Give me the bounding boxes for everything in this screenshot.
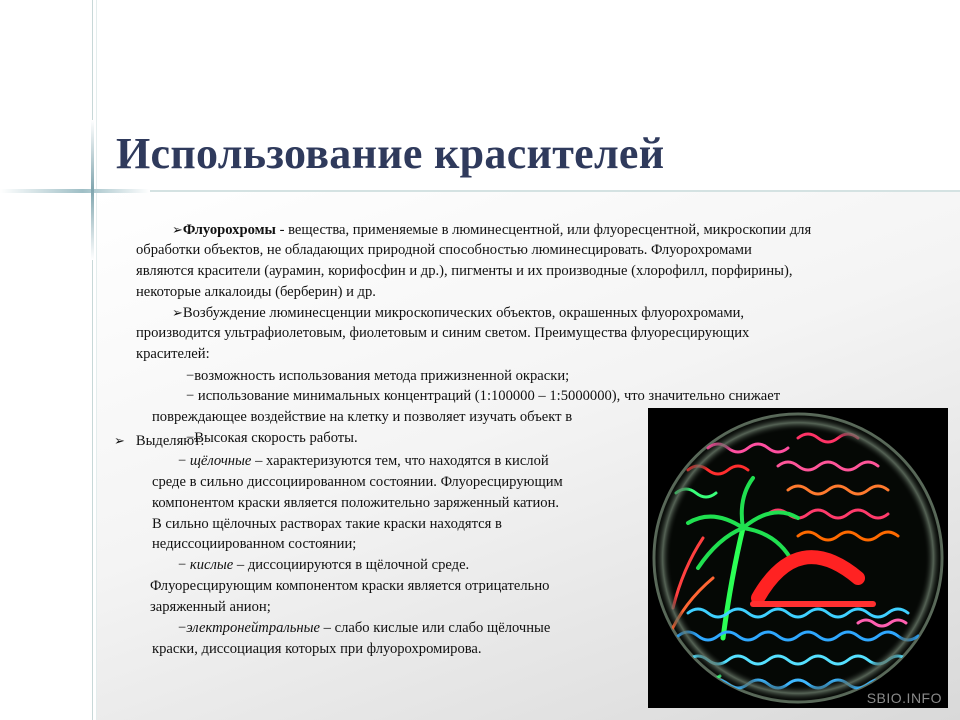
advantage-3: −Высокая скорость работы. xyxy=(186,430,358,446)
advantage-2-line2: повреждающее воздействие на клетку и позволяет изучать объект в xyxy=(152,409,573,425)
fluorescent-petri-dish-image xyxy=(648,408,948,708)
advantage-2-line1: − использование минимальных концентраций (1:100000 – 1:5000000), что значительно снижает xyxy=(186,388,781,404)
acid-line2: Флуоресцирующим компонентом краски является отрицательно xyxy=(150,578,550,594)
decorative-cross-vertical xyxy=(91,120,94,260)
alk-line2: среде в сильно диссоциированном состоянии. Флуоресцирующим xyxy=(152,474,563,490)
neut-line2: краски, диссоциация которых при флуорохромирова. xyxy=(152,641,482,657)
p3-line xyxy=(114,431,204,452)
alk-term: щёлочные xyxy=(189,453,252,469)
slide-title: Использование красителей xyxy=(116,129,665,178)
p2-line1 xyxy=(172,303,744,324)
neut-line1 xyxy=(178,618,550,639)
advantage-1: −возможность использования метода прижизненной окраски; xyxy=(186,368,570,384)
alk-line5: недиссоциированном состоянии; xyxy=(152,536,357,552)
p1-rest: - вещества, применяемые в люминесцентной, или флуоресцентной, микроскопии для xyxy=(275,222,812,238)
decorative-vertical-line xyxy=(92,0,93,720)
p1-line1 xyxy=(172,220,811,241)
bullet-arrow-icon: ➢ xyxy=(172,305,183,320)
acid-line3: заряженный анион; xyxy=(150,599,271,615)
acid-dash: − xyxy=(178,557,190,573)
p1-line3: являются красители (аурамин, корифосфин и др.), пигменты и их производные (хлорофилл, порфирины), xyxy=(136,263,793,279)
p2-line3: красителей: xyxy=(136,346,210,362)
alk-line1 xyxy=(178,451,549,472)
alk-rest: – характеризуются тем, что находятся в кислой xyxy=(251,453,549,469)
p3-label: Выделяют: xyxy=(135,433,205,449)
acid-term: кислые xyxy=(189,557,234,573)
neut-rest: – слабо кислые или слабо щёлочные xyxy=(320,620,551,636)
bullet-arrow-icon: ➢ xyxy=(114,433,125,448)
petri-dish-svg xyxy=(648,408,948,708)
alk-dash: − xyxy=(178,453,190,469)
p1-line4: некоторые алкалоиды (берберин) и др. xyxy=(136,284,376,300)
alk-line4: В сильно щёлочных растворах такие краски находятся в xyxy=(152,516,502,532)
acid-rest: – диссоциируются в щёлочной среде. xyxy=(233,557,470,573)
acid-line1 xyxy=(178,555,469,576)
image-watermark: SBIO.INFO xyxy=(866,690,942,706)
p2-line1-text: Возбуждение люминесценции микроскопических объектов, окрашенных флуорохромами, xyxy=(182,305,745,321)
alk-line3: компонентом краски является положительно заряженный катион. xyxy=(152,495,560,511)
bullet-arrow-icon: ➢ xyxy=(172,222,183,237)
decorative-cross-horizontal xyxy=(0,189,150,193)
p2-line2: производится ультрафиолетовым, фиолетовым и синим светом. Преимущества флуоресцирующих xyxy=(136,325,750,341)
p1-term: Флуорохромы xyxy=(182,222,276,238)
neut-term: электронейтральные xyxy=(186,620,321,636)
p1-line2: обработки объектов, не обладающих природной способностью люминесцировать. Флуорохромами xyxy=(136,242,752,258)
neut-dash: − xyxy=(178,620,187,636)
